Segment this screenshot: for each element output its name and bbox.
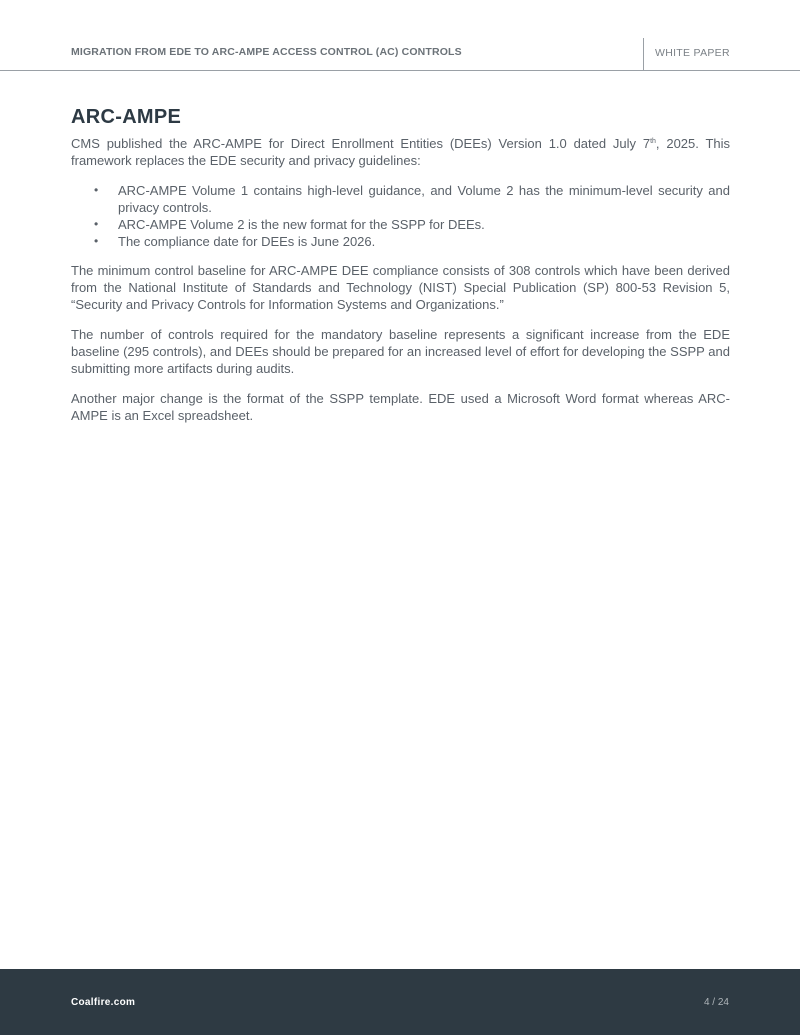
header-title: MIGRATION FROM EDE TO ARC-AMPE ACCESS CONTROL (AC) CONTROLS <box>71 46 462 58</box>
footer-site-link[interactable]: Coalfire.com <box>71 997 136 1008</box>
intro-text-part1: CMS published the ARC-AMPE for Direct Enrollment Entities (DEEs) Version 1.0 dated July 7 <box>71 136 651 151</box>
bullet-item: • ARC-AMPE Volume 2 is the new format for the SSPP for DEEs. <box>118 216 730 233</box>
bullet-list <box>71 182 730 250</box>
intro-paragraph <box>71 135 730 169</box>
page-footer <box>0 969 800 1035</box>
header-divider <box>643 38 644 70</box>
body-paragraph: The minimum control baseline for ARC-AMPE DEE compliance consists of 308 controls which have been derived from the National Institute of Standards and Technology (NIST) Special Publication (SP) 800-53 Revision 5, “Security and Privacy Controls for Information Systems and Organizations.” <box>71 263 730 312</box>
intro-text-part2: , 2025. This framework replaces the EDE security and privacy guidelines: <box>71 136 730 168</box>
body-paragraph: The number of controls required for the mandatory baseline represents a significant increase from the EDE baseline (295 controls), and DEEs should be prepared for an increased level of effort for developing the SSPP and submitting more artifacts during audits. <box>71 327 730 376</box>
header-document-type: WHITE PAPER <box>655 47 730 59</box>
page-number: 4 / 24 <box>703 997 729 1008</box>
section-heading: ARC-AMPE <box>71 106 182 128</box>
intro-superscript: th <box>650 138 656 145</box>
body-paragraph: Another major change is the format of the SSPP template. EDE used a Microsoft Word format whereas ARC-AMPE is an Excel spreadsheet. <box>71 391 730 423</box>
bullet-item: • The compliance date for DEEs is June 2026. <box>118 233 730 250</box>
page-content <box>71 106 730 437</box>
page-header <box>0 0 800 71</box>
bullet-item: • ARC-AMPE Volume 1 contains high-level guidance, and Volume 2 has the minimum-level security and privacy controls. <box>118 182 730 216</box>
